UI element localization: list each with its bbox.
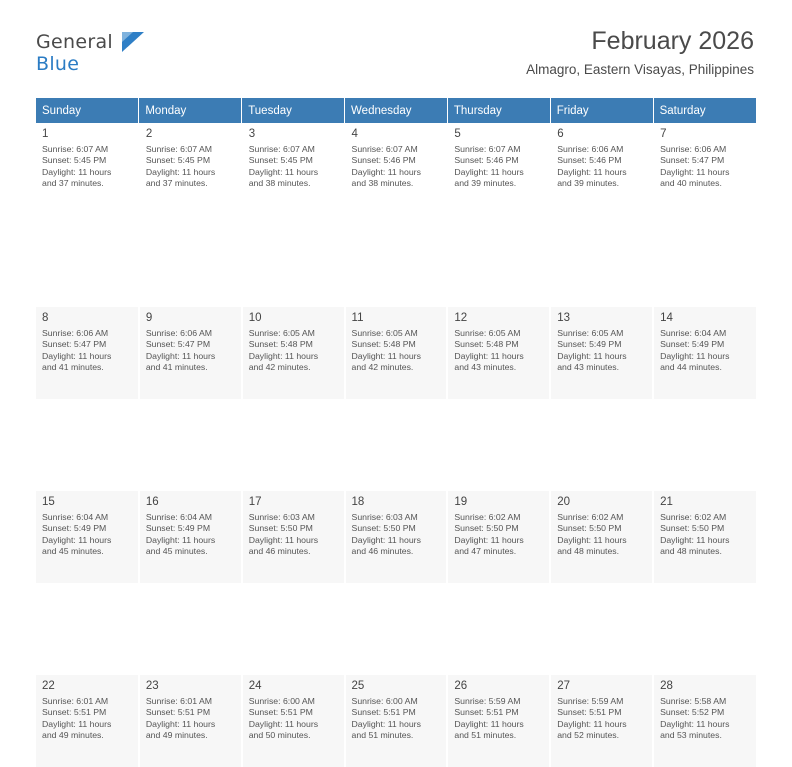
- daylight-text-line2: and 49 minutes.: [42, 730, 104, 741]
- day-number: 13: [557, 312, 571, 324]
- day-details: [551, 696, 652, 742]
- day-details: [448, 144, 549, 190]
- sunset-text: Sunset: 5:46 PM: [557, 155, 622, 166]
- day-number: 1: [42, 128, 49, 140]
- calendar-day-cell[interactable]: [345, 123, 448, 215]
- calendar-day-cell[interactable]: [139, 675, 242, 767]
- calendar-day-cell[interactable]: [36, 491, 139, 583]
- sunrise-text: Sunrise: 6:00 AM: [248, 696, 315, 706]
- sunrise-text: Sunrise: 6:02 AM: [557, 512, 624, 522]
- sunrise-text: Sunrise: 6:06 AM: [42, 328, 109, 338]
- sunset-text: Sunset: 5:47 PM: [145, 339, 211, 350]
- sunrise-text: Sunrise: 6:07 AM: [42, 144, 109, 154]
- day-details: [243, 144, 344, 190]
- logo-text-blue: Blue: [36, 53, 80, 75]
- day-number: 28: [660, 680, 673, 692]
- daylight-text-line2: and 47 minutes.: [454, 546, 517, 557]
- daylight-text-line1: Daylight: 11 hours: [557, 718, 627, 729]
- triangle-logo-inner-icon: [122, 32, 133, 42]
- sunset-text: Sunset: 5:49 PM: [42, 523, 107, 534]
- weekday-header-saturday: Saturday: [653, 98, 756, 123]
- sunrise-text: Sunrise: 6:05 AM: [351, 328, 418, 338]
- daylight-text-line1: Daylight: 11 hours: [351, 350, 421, 361]
- daylight-text-line2: and 46 minutes.: [351, 546, 414, 557]
- sunrise-text: Sunrise: 6:05 AM: [248, 328, 315, 338]
- week-spacer-cell: [36, 399, 756, 491]
- sunrise-text: Sunrise: 6:07 AM: [145, 144, 213, 154]
- calendar-day-cell[interactable]: [139, 123, 242, 215]
- week-spacer: [36, 583, 756, 675]
- day-number: 22: [42, 680, 55, 692]
- daylight-text-line2: and 53 minutes.: [660, 730, 722, 741]
- daylight-text-line2: and 38 minutes.: [248, 178, 311, 189]
- sunrise-text: Sunrise: 6:07 AM: [351, 144, 418, 154]
- calendar-day-cell[interactable]: [242, 675, 345, 767]
- sunset-text: Sunset: 5:49 PM: [557, 339, 622, 350]
- sunset-text: Sunset: 5:47 PM: [42, 339, 107, 350]
- day-number: 12: [454, 312, 468, 324]
- day-number: 16: [145, 496, 159, 508]
- calendar-day-cell[interactable]: [447, 123, 550, 215]
- sunrise-text: Sunrise: 6:02 AM: [660, 512, 727, 522]
- weekday-header-row: [36, 98, 756, 123]
- calendar-day-cell[interactable]: [550, 307, 653, 399]
- daylight-text-line2: and 44 minutes.: [660, 362, 722, 373]
- sunset-text: Sunset: 5:50 PM: [351, 523, 416, 534]
- weekday-header-monday: Monday: [139, 98, 242, 123]
- day-number: 26: [454, 680, 468, 692]
- daylight-text-line1: Daylight: 11 hours: [248, 350, 319, 361]
- weekday-header-tuesday: Tuesday: [242, 98, 345, 123]
- week-spacer-cell: [36, 215, 756, 307]
- calendar-day-cell[interactable]: [550, 123, 653, 215]
- day-number: 7: [660, 128, 667, 140]
- calendar-day-cell[interactable]: [345, 491, 448, 583]
- page-title: February 2026: [591, 27, 754, 55]
- sunset-text: Sunset: 5:48 PM: [351, 339, 416, 350]
- daylight-text-line1: Daylight: 11 hours: [42, 718, 112, 729]
- calendar-day-cell[interactable]: [447, 307, 550, 399]
- daylight-text-line1: Daylight: 11 hours: [248, 534, 319, 545]
- daylight-text-line1: Daylight: 11 hours: [454, 350, 524, 361]
- calendar-day-cell[interactable]: [36, 123, 139, 215]
- day-details: [140, 512, 241, 558]
- sunrise-text: Sunrise: 6:01 AM: [42, 696, 109, 706]
- day-number: 11: [351, 312, 364, 324]
- sunrise-text: Sunrise: 6:05 AM: [557, 328, 624, 338]
- sunset-text: Sunset: 5:45 PM: [248, 155, 313, 166]
- day-number: 8: [42, 312, 49, 324]
- daylight-text-line2: and 52 minutes.: [557, 730, 620, 741]
- sunset-text: Sunset: 5:52 PM: [660, 707, 725, 718]
- day-number: 20: [557, 496, 571, 508]
- daylight-text-line1: Daylight: 11 hours: [248, 718, 319, 729]
- sunrise-text: Sunrise: 5:58 AM: [660, 696, 727, 706]
- day-number: 14: [660, 312, 673, 324]
- daylight-text-line2: and 41 minutes.: [42, 362, 104, 373]
- day-details: [654, 696, 756, 742]
- sunrise-text: Sunrise: 6:01 AM: [145, 696, 213, 706]
- daylight-text-line2: and 39 minutes.: [557, 178, 620, 189]
- daylight-text-line1: Daylight: 11 hours: [351, 718, 421, 729]
- day-details: [140, 696, 241, 742]
- sunset-text: Sunset: 5:47 PM: [660, 155, 725, 166]
- title-block: [526, 26, 756, 80]
- sunset-text: Sunset: 5:51 PM: [145, 707, 211, 718]
- daylight-text-line2: and 43 minutes.: [557, 362, 620, 373]
- sunset-text: Sunset: 5:51 PM: [42, 707, 107, 718]
- day-details: [140, 328, 241, 374]
- weekday-header-friday: Friday: [550, 98, 653, 123]
- week-spacer: [36, 399, 756, 491]
- sunset-text: Sunset: 5:50 PM: [557, 523, 622, 534]
- daylight-text-line1: Daylight: 11 hours: [145, 534, 216, 545]
- day-number: 24: [248, 680, 262, 692]
- day-details: [243, 696, 344, 742]
- day-details: [36, 144, 138, 190]
- day-details: [243, 328, 344, 374]
- sunrise-text: Sunrise: 6:06 AM: [557, 144, 624, 154]
- day-number: 4: [351, 128, 358, 140]
- daylight-text-line2: and 45 minutes.: [145, 546, 208, 557]
- day-number: 23: [145, 680, 159, 692]
- day-details: [448, 328, 549, 374]
- daylight-text-line1: Daylight: 11 hours: [145, 718, 216, 729]
- day-details: [140, 144, 241, 190]
- day-details: [551, 144, 652, 190]
- daylight-text-line1: Daylight: 11 hours: [660, 350, 730, 361]
- daylight-text-line1: Daylight: 11 hours: [145, 350, 216, 361]
- daylight-text-line1: Daylight: 11 hours: [351, 534, 421, 545]
- sunrise-text: Sunrise: 6:00 AM: [351, 696, 418, 706]
- calendar-day-cell[interactable]: [447, 675, 550, 767]
- calendar-day-cell[interactable]: [242, 123, 345, 215]
- sunset-text: Sunset: 5:51 PM: [454, 707, 519, 718]
- sunrise-text: Sunrise: 6:02 AM: [454, 512, 521, 522]
- sunrise-text: Sunrise: 6:03 AM: [351, 512, 418, 522]
- sunset-text: Sunset: 5:51 PM: [351, 707, 416, 718]
- day-number: 5: [454, 128, 461, 140]
- sunset-text: Sunset: 5:50 PM: [454, 523, 519, 534]
- sunrise-text: Sunrise: 6:06 AM: [145, 328, 213, 338]
- sunrise-text: Sunrise: 6:03 AM: [248, 512, 315, 522]
- day-details: [346, 696, 447, 742]
- week-spacer: [36, 215, 756, 307]
- day-details: [654, 144, 756, 190]
- daylight-text-line2: and 48 minutes.: [557, 546, 620, 557]
- sunrise-text: Sunrise: 6:04 AM: [145, 512, 213, 522]
- calendar-day-cell[interactable]: [653, 123, 756, 215]
- week-spacer-cell: [36, 583, 756, 675]
- daylight-text-line2: and 48 minutes.: [660, 546, 722, 557]
- calendar-week-row: [36, 491, 756, 583]
- daylight-text-line2: and 37 minutes.: [145, 178, 208, 189]
- daylight-text-line1: Daylight: 11 hours: [42, 166, 112, 177]
- calendar-day-cell[interactable]: [242, 307, 345, 399]
- weekday-header-sunday: Sunday: [36, 98, 139, 123]
- daylight-text-line2: and 37 minutes.: [42, 178, 104, 189]
- daylight-text-line1: Daylight: 11 hours: [454, 534, 524, 545]
- daylight-text-line1: Daylight: 11 hours: [42, 534, 112, 545]
- daylight-text-line2: and 49 minutes.: [145, 730, 208, 741]
- day-number: 27: [557, 680, 571, 692]
- day-details: [36, 696, 138, 742]
- day-number: 25: [351, 680, 365, 692]
- daylight-text-line2: and 42 minutes.: [351, 362, 414, 373]
- daylight-text-line2: and 43 minutes.: [454, 362, 517, 373]
- day-details: [654, 512, 756, 558]
- sunset-text: Sunset: 5:48 PM: [248, 339, 313, 350]
- weekday-header-wednesday: Wednesday: [345, 98, 448, 123]
- calendar-day-cell[interactable]: [653, 675, 756, 767]
- daylight-text-line1: Daylight: 11 hours: [145, 166, 216, 177]
- daylight-text-line1: Daylight: 11 hours: [248, 166, 319, 177]
- page-subtitle-location: Almagro, Eastern Visayas, Philippines: [526, 62, 754, 77]
- daylight-text-line1: Daylight: 11 hours: [557, 166, 627, 177]
- daylight-text-line2: and 51 minutes.: [454, 730, 517, 741]
- day-details: [36, 328, 138, 374]
- day-details: [36, 512, 138, 558]
- daylight-text-line2: and 46 minutes.: [248, 546, 311, 557]
- sunrise-text: Sunrise: 6:04 AM: [660, 328, 727, 338]
- calendar-day-cell[interactable]: [345, 675, 448, 767]
- daylight-text-line1: Daylight: 11 hours: [660, 166, 730, 177]
- logo-text-general: General: [36, 31, 113, 53]
- calendar-day-cell[interactable]: [653, 307, 756, 399]
- daylight-text-line1: Daylight: 11 hours: [557, 350, 627, 361]
- sunset-text: Sunset: 5:49 PM: [145, 523, 211, 534]
- page-header: [36, 26, 756, 88]
- calendar-day-cell[interactable]: [550, 491, 653, 583]
- day-details: [346, 144, 447, 190]
- sunrise-text: Sunrise: 5:59 AM: [557, 696, 624, 706]
- calendar-day-cell[interactable]: [242, 491, 345, 583]
- daylight-text-line2: and 40 minutes.: [660, 178, 722, 189]
- day-details: [346, 512, 447, 558]
- calendar-day-cell[interactable]: [345, 307, 448, 399]
- day-details: [448, 512, 549, 558]
- day-number: 21: [660, 496, 673, 508]
- sunset-text: Sunset: 5:49 PM: [660, 339, 725, 350]
- daylight-text-line1: Daylight: 11 hours: [454, 166, 524, 177]
- day-number: 19: [454, 496, 468, 508]
- sunrise-text: Sunrise: 6:04 AM: [42, 512, 109, 522]
- day-number: 6: [557, 128, 564, 140]
- sunset-text: Sunset: 5:51 PM: [248, 707, 313, 718]
- day-details: [551, 512, 652, 558]
- day-details: [551, 328, 652, 374]
- sunset-text: Sunset: 5:51 PM: [557, 707, 622, 718]
- calendar-day-cell[interactable]: [36, 307, 139, 399]
- day-number: 2: [145, 128, 153, 140]
- sunrise-text: Sunrise: 6:06 AM: [660, 144, 727, 154]
- day-details: [448, 696, 549, 742]
- daylight-text-line2: and 51 minutes.: [351, 730, 414, 741]
- day-number: 9: [145, 312, 153, 324]
- calendar-day-cell[interactable]: [550, 675, 653, 767]
- day-number: 17: [248, 496, 262, 508]
- daylight-text-line1: Daylight: 11 hours: [42, 350, 112, 361]
- day-details: [654, 328, 756, 374]
- daylight-text-line1: Daylight: 11 hours: [454, 718, 524, 729]
- daylight-text-line2: and 38 minutes.: [351, 178, 414, 189]
- sunrise-text: Sunrise: 6:07 AM: [454, 144, 521, 154]
- sunset-text: Sunset: 5:48 PM: [454, 339, 519, 350]
- daylight-text-line2: and 45 minutes.: [42, 546, 104, 557]
- calendar-week-row: [36, 675, 756, 767]
- calendar-week-row: [36, 307, 756, 399]
- calendar-day-cell[interactable]: [447, 491, 550, 583]
- sunset-text: Sunset: 5:46 PM: [351, 155, 416, 166]
- daylight-text-line1: Daylight: 11 hours: [660, 534, 730, 545]
- daylight-text-line2: and 42 minutes.: [248, 362, 311, 373]
- calendar-day-cell[interactable]: [653, 491, 756, 583]
- sunrise-text: Sunrise: 6:07 AM: [248, 144, 315, 154]
- sunrise-text: Sunrise: 6:05 AM: [454, 328, 521, 338]
- sunset-text: Sunset: 5:50 PM: [660, 523, 725, 534]
- day-number: 10: [248, 312, 262, 324]
- sunrise-text: Sunrise: 5:59 AM: [454, 696, 521, 706]
- daylight-text-line2: and 41 minutes.: [145, 362, 208, 373]
- day-number: 18: [351, 496, 365, 508]
- sunset-text: Sunset: 5:50 PM: [248, 523, 313, 534]
- sunset-text: Sunset: 5:46 PM: [454, 155, 519, 166]
- calendar-day-cell[interactable]: [139, 491, 242, 583]
- day-details: [346, 328, 447, 374]
- calendar-day-cell[interactable]: [36, 675, 139, 767]
- sunset-text: Sunset: 5:45 PM: [145, 155, 211, 166]
- daylight-text-line2: and 39 minutes.: [454, 178, 517, 189]
- weekday-header-thursday: Thursday: [447, 98, 550, 123]
- day-number: 15: [42, 496, 55, 508]
- sunset-text: Sunset: 5:45 PM: [42, 155, 107, 166]
- calendar-day-cell[interactable]: [139, 307, 242, 399]
- daylight-text-line1: Daylight: 11 hours: [351, 166, 421, 177]
- daylight-text-line1: Daylight: 11 hours: [660, 718, 730, 729]
- daylight-text-line2: and 50 minutes.: [248, 730, 311, 741]
- logo[interactable]: [36, 26, 156, 74]
- daylight-text-line1: Daylight: 11 hours: [557, 534, 627, 545]
- day-details: [243, 512, 344, 558]
- calendar-week-row: [36, 123, 756, 215]
- calendar-table: [36, 98, 756, 767]
- day-number: 3: [248, 128, 256, 140]
